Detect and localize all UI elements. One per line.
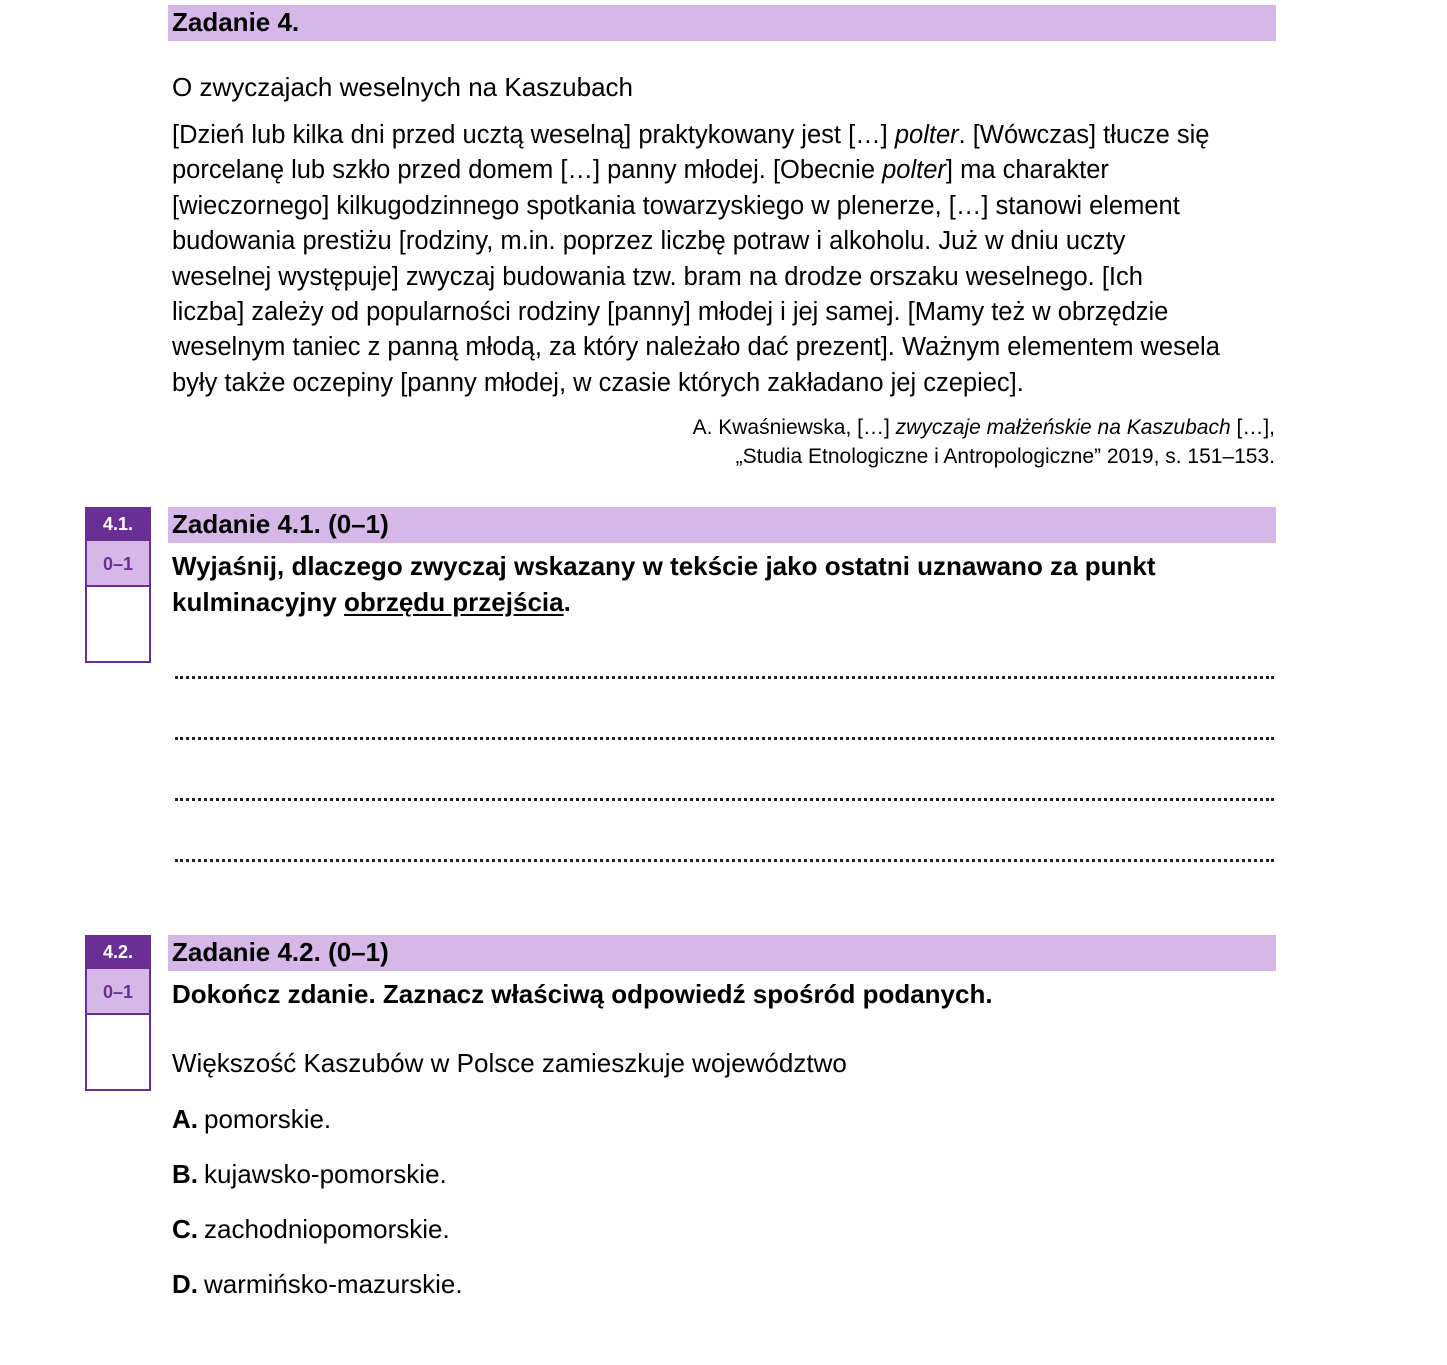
score-entry-cell (85, 587, 151, 663)
underlined-term: obrzędu przejścia (343, 587, 564, 617)
passage-line: były także oczepiny [panny młodej, w czasie których zakładano jej czepiec]. (172, 368, 1024, 397)
answer-line[interactable] (175, 798, 1274, 801)
task41-instruction: Wyjaśnij, dlaczego zwyczaj wskazany w tekście jako ostatni uznawano za punkt kulminacyjny obrzędu przejścia. (172, 551, 1156, 617)
passage-line: [Dzień lub kilka dni przed ucztą weselną] praktykowany jest […] polter. [Wówczas] tłucze się (172, 121, 1210, 149)
passage-line: liczba] zależy od popularności rodziny [panny] młodej i jej samej. [Mamy też w obrzędzie (172, 298, 1169, 327)
answer-line[interactable] (175, 859, 1274, 862)
answer-option-a[interactable]: A. pomorskie. (172, 1104, 332, 1134)
task42-header: Zadanie 4.2. (0–1) (168, 935, 1276, 971)
task42-instruction: Dokończ zdanie. Zaznacz właściwą odpowiedź spośród podanych. (172, 979, 993, 1009)
task-number-badge: 4.2. (85, 935, 151, 969)
task4-header: Zadanie 4. (168, 5, 1276, 41)
answer-option-b[interactable]: B. kujawsko-pomorskie. (172, 1159, 447, 1189)
task41-header: Zadanie 4.1. (0–1) (168, 507, 1276, 543)
score-box-4-2 (85, 935, 151, 1091)
points-badge: 0–1 (85, 541, 151, 587)
score-box-4-1 (85, 507, 151, 663)
citation-line-2: „Studia Etnologiczne i Antropologiczne” 2019, s. 151–153. (735, 445, 1275, 468)
source-title: O zwyczajach weselnych na Kaszubach (172, 72, 634, 102)
citation-line-1: A. Kwaśniewska, […] zwyczaje małżeńskie na Kaszubach […], (692, 416, 1275, 439)
score-entry-cell (85, 1015, 151, 1091)
passage-line: weselnej występuje] zwyczaj budowania tzw. bram na drodze orszaku weselnego. [Ich (172, 262, 1143, 291)
source-citation (575, 413, 1275, 471)
passage-line: [wieczornego] kilkugodzinnego spotkania towarzyskiego w plenerze, […] stanowi element (172, 191, 1180, 220)
answer-line[interactable] (175, 737, 1274, 740)
passage-line: budowania prestiżu [rodziny, m.in. poprzez liczbę potraw i alkoholu. Już w dniu uczty (172, 227, 1126, 256)
points-badge: 0–1 (85, 969, 151, 1015)
source-passage (172, 118, 1276, 401)
passage-line: porcelanę lub szkło przed domem […] panny młodej. [Obecnie polter] ma charakter (172, 156, 1109, 185)
task-number-badge: 4.1. (85, 507, 151, 541)
passage-line: weselnym taniec z panną młodą, za który należało dać prezent]. Ważnym elementem wesela (172, 333, 1220, 362)
answer-line[interactable] (175, 676, 1274, 679)
answer-option-c[interactable]: C. zachodniopomorskie. (172, 1214, 450, 1244)
question-stem: Większość Kaszubów w Polsce zamieszkuje województwo (172, 1048, 847, 1078)
answer-option-d[interactable]: D. warmińsko-mazurskie. (172, 1269, 463, 1299)
